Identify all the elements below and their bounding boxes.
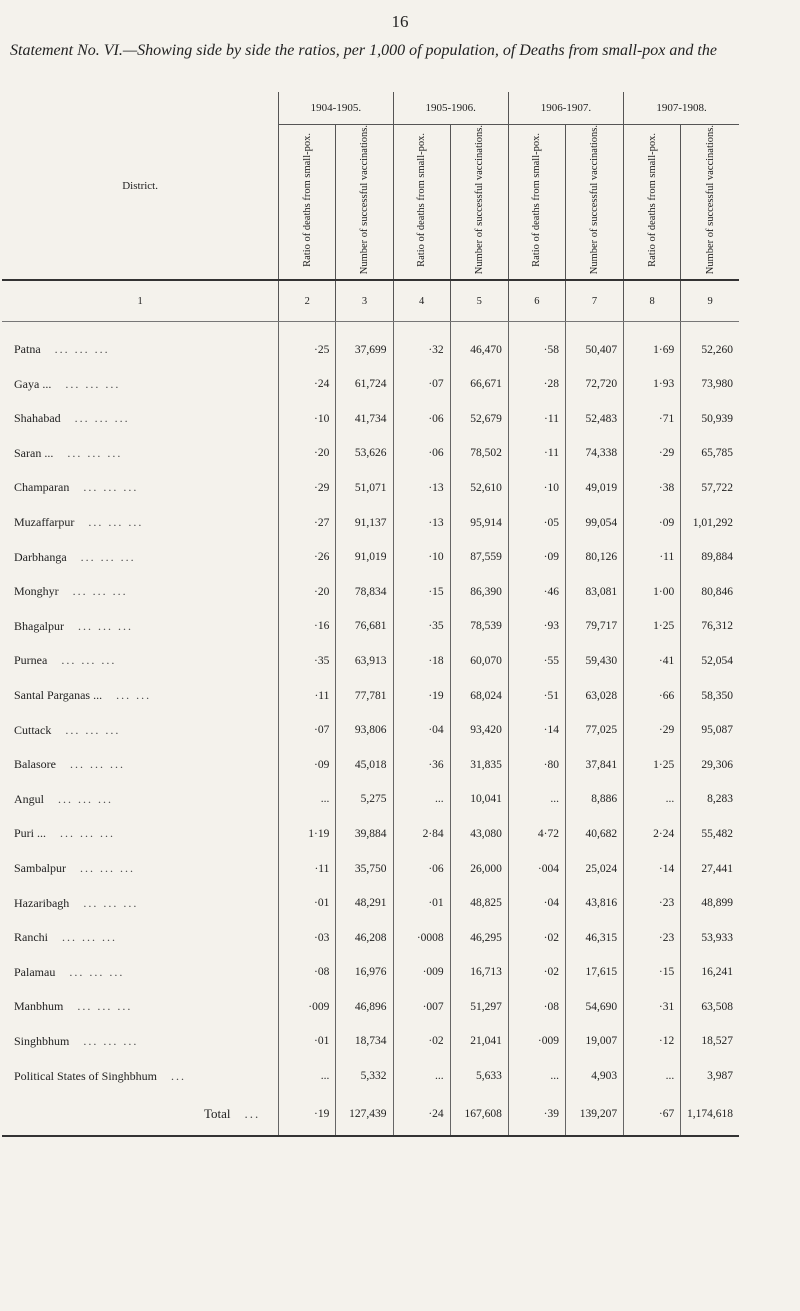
column-header: Ratio of deaths from small-pox. [508,125,565,281]
district-name: Ranchi ... ... ... [14,930,117,945]
vaccination-count-cell: 39,884 [336,817,393,852]
district-name: Saran ... ... ... ... [14,445,123,460]
death-ratio-cell: ... [508,1059,565,1094]
table-row [2,540,739,575]
vaccination-count-cell: 37,841 [565,747,623,782]
vaccination-count-cell: 95,914 [450,505,508,540]
vaccination-count-cell: 57,722 [681,471,739,506]
death-ratio-cell: ·29 [624,713,681,748]
district-name: Sambalpur ... ... ... [14,861,135,875]
vaccination-count-cell: 68,024 [450,678,508,713]
death-ratio-cell: ... [279,1059,336,1094]
vaccination-count-cell: 43,080 [450,817,508,852]
death-ratio-cell: 1·25 [624,747,681,782]
death-ratio-cell: ·15 [624,955,681,990]
vaccination-count-cell: 8,886 [565,782,623,817]
table-row [2,782,739,817]
death-ratio-cell: ·009 [393,955,450,990]
death-ratio-cell: ·66 [624,678,681,713]
vaccination-count-cell: 93,806 [336,713,393,748]
vaccination-count-cell: 25,024 [565,851,623,886]
vaccination-count-cell: 16,976 [336,955,393,990]
vaccination-count-cell: 21,041 [450,1024,508,1059]
vaccination-count-cell: 26,000 [450,851,508,886]
death-ratio-cell: ·11 [279,851,336,886]
death-ratio-cell: ·01 [279,1024,336,1059]
death-ratio-cell: ·19 [393,678,450,713]
vaccination-count-cell: 53,626 [336,436,393,471]
vaccination-count-cell: 59,430 [565,644,623,679]
vaccination-count-cell: 17,615 [565,955,623,990]
death-ratio-cell: ·0008 [393,920,450,955]
vaccination-count-cell: 41,734 [336,401,393,436]
death-ratio-cell: ·35 [279,644,336,679]
death-ratio-cell: ·01 [279,886,336,921]
vaccination-count-cell: 78,834 [336,574,393,609]
table-row [2,505,739,540]
vaccination-count-cell: 93,420 [450,713,508,748]
vaccination-count-cell: 52,610 [450,471,508,506]
death-ratio-cell: 1·69 [624,322,681,367]
column-header: Ratio of deaths from small-pox. [393,125,450,281]
district-name: Santal Parganas ... ... ... [14,688,152,703]
death-ratio-cell: ·02 [393,1024,450,1059]
vaccination-count-cell: 52,483 [565,401,623,436]
statement-title: Statement No. VI.—Showing side by side the ratios, per 1,000 of population, of Deaths from small-pox and the [10,42,717,59]
page-number: 16 [391,12,409,31]
vaccination-count-cell: 80,846 [681,574,739,609]
column-number: 9 [681,280,739,322]
column-header: Number of successful vaccinations. [565,125,623,281]
table-row [2,322,739,367]
death-ratio-cell: 2·84 [393,817,450,852]
column-number: 4 [393,280,450,322]
vaccination-count-cell: 5,633 [450,1059,508,1094]
vaccination-count-cell: 54,690 [565,990,623,1025]
total-value: ·67 [624,1093,681,1136]
column-header: Number of successful vaccinations. [450,125,508,281]
total-value: 167,608 [450,1093,508,1136]
death-ratio-cell: ·29 [279,471,336,506]
vaccination-count-cell: 48,825 [450,886,508,921]
vaccination-count-cell: 79,717 [565,609,623,644]
death-ratio-cell: ·09 [508,540,565,575]
death-ratio-cell: ·02 [508,920,565,955]
death-ratio-cell: 1·19 [279,817,336,852]
death-ratio-cell: ·14 [624,851,681,886]
death-ratio-cell: ·04 [508,886,565,921]
death-ratio-cell: ·14 [508,713,565,748]
death-ratio-cell: ·13 [393,505,450,540]
vaccination-count-cell: 76,681 [336,609,393,644]
district-name: Balasore ... ... ... [14,757,125,772]
table-body [2,322,739,1094]
table-row [2,436,739,471]
death-ratio-cell: ·05 [508,505,565,540]
vaccination-count-cell: 50,407 [565,322,623,367]
vaccination-count-cell: 52,054 [681,644,739,679]
death-ratio-cell: 4·72 [508,817,565,852]
vaccination-count-cell: 55,482 [681,817,739,852]
total-value: 127,439 [336,1093,393,1136]
table-row [2,851,739,886]
vaccination-count-cell: 31,835 [450,747,508,782]
year-header: 1907-1908. [624,92,739,125]
district-name: Muzaffarpur ... ... ... [14,515,144,530]
vaccination-count-cell: 3,987 [681,1059,739,1094]
column-number: 3 [336,280,393,322]
district-name: Patna ... ... ... [14,342,110,357]
death-ratio-cell: ·08 [279,955,336,990]
death-ratio-cell: ... [624,1059,681,1094]
district-name: Manbhum ... ... ... [14,999,133,1014]
death-ratio-cell: 1·25 [624,609,681,644]
district-name: Hazaribagh ... ... ... [14,895,139,910]
death-ratio-cell: ·41 [624,644,681,679]
death-ratio-cell: ·20 [279,574,336,609]
column-number: 8 [624,280,681,322]
death-ratio-cell: ·80 [508,747,565,782]
death-ratio-cell: ·08 [508,990,565,1025]
vaccination-count-cell: 40,682 [565,817,623,852]
death-ratio-cell: ·10 [508,471,565,506]
death-ratio-cell: ·12 [624,1024,681,1059]
vaccination-count-cell: 18,527 [681,1024,739,1059]
total-row [2,1093,739,1136]
column-number: 7 [565,280,623,322]
vaccination-count-cell: 43,816 [565,886,623,921]
death-ratio-cell: ·02 [508,955,565,990]
table-row [2,955,739,990]
death-ratio-cell: ·26 [279,540,336,575]
death-ratio-cell: ·55 [508,644,565,679]
vaccination-count-cell: 51,297 [450,990,508,1025]
vaccination-count-cell: 66,671 [450,367,508,402]
death-ratio-cell: ·16 [279,609,336,644]
district-name: Shahabad ... ... ... [14,411,130,426]
vaccination-count-cell: 73,980 [681,367,739,402]
death-ratio-cell: ... [393,1059,450,1094]
vaccination-count-cell: 78,502 [450,436,508,471]
death-ratio-cell: ·38 [624,471,681,506]
vaccination-count-cell: 46,295 [450,920,508,955]
death-ratio-cell: ·32 [393,322,450,367]
vaccination-count-cell: 53,933 [681,920,739,955]
death-ratio-cell: ·24 [279,367,336,402]
column-number-row [2,280,739,322]
vaccination-count-cell: 91,019 [336,540,393,575]
statistics-table [2,92,739,1137]
vaccination-count-cell: 95,087 [681,713,739,748]
district-name: Political States of Singhbhum ... [14,1068,186,1083]
table-row [2,920,739,955]
vaccination-count-cell: 63,913 [336,644,393,679]
total-value: 1,174,618 [681,1093,739,1136]
death-ratio-cell: ·07 [279,713,336,748]
table-row [2,574,739,609]
vaccination-count-cell: 19,007 [565,1024,623,1059]
vaccination-count-cell: 51,071 [336,471,393,506]
table-row [2,713,739,748]
vaccination-count-cell: 37,699 [336,322,393,367]
table-row [2,401,739,436]
year-header: 1906-1907. [508,92,623,125]
vaccination-count-cell: 83,081 [565,574,623,609]
district-name: Purnea ... ... ... [14,653,117,668]
vaccination-count-cell: 16,241 [681,955,739,990]
death-ratio-cell: 2·24 [624,817,681,852]
vaccination-count-cell: 52,679 [450,401,508,436]
death-ratio-cell: ·20 [279,436,336,471]
district-name: Puri ... ... ... ... [14,826,116,841]
death-ratio-cell: ·27 [279,505,336,540]
column-header: Ratio of deaths from small-pox. [279,125,336,281]
vaccination-count-cell: 49,019 [565,471,623,506]
vaccination-count-cell: 46,208 [336,920,393,955]
vaccination-count-cell: 91,137 [336,505,393,540]
vaccination-count-cell: 50,939 [681,401,739,436]
vaccination-count-cell: 8,283 [681,782,739,817]
vaccination-count-cell: 18,734 [336,1024,393,1059]
vaccination-count-cell: 46,315 [565,920,623,955]
vaccination-count-cell: 77,781 [336,678,393,713]
death-ratio-cell: ·009 [279,990,336,1025]
table-row [2,609,739,644]
death-ratio-cell: ·11 [508,436,565,471]
district-name: Monghyr ... ... ... [14,584,128,599]
column-header: Ratio of deaths from small-pox. [624,125,681,281]
death-ratio-cell: ·23 [624,886,681,921]
death-ratio-cell: ·35 [393,609,450,644]
vaccination-count-cell: 72,720 [565,367,623,402]
total-value: ·24 [393,1093,450,1136]
vaccination-count-cell: 58,350 [681,678,739,713]
death-ratio-cell: ·007 [393,990,450,1025]
death-ratio-cell: ·09 [624,505,681,540]
vaccination-count-cell: 80,126 [565,540,623,575]
district-name: Darbhanga ... ... ... [14,549,136,564]
vaccination-count-cell: 89,884 [681,540,739,575]
vaccination-count-cell: 5,332 [336,1059,393,1094]
death-ratio-cell: ·04 [393,713,450,748]
death-ratio-cell: ·07 [393,367,450,402]
column-number: 2 [279,280,336,322]
vaccination-count-cell: 46,896 [336,990,393,1025]
death-ratio-cell: ... [393,782,450,817]
total-label: Total ... [2,1093,279,1136]
death-ratio-cell: ·06 [393,436,450,471]
table-row [2,817,739,852]
vaccination-count-cell: 61,724 [336,367,393,402]
death-ratio-cell: ·29 [624,436,681,471]
death-ratio-cell: ·31 [624,990,681,1025]
table-row [2,471,739,506]
district-name: Cuttack ... ... ... [14,722,121,737]
total-value: ·39 [508,1093,565,1136]
year-header: 1905-1906. [393,92,508,125]
vaccination-count-cell: 16,713 [450,955,508,990]
vaccination-count-cell: 86,390 [450,574,508,609]
death-ratio-cell: ·58 [508,322,565,367]
death-ratio-cell: ·18 [393,644,450,679]
death-ratio-cell: ·06 [393,401,450,436]
vaccination-count-cell: 63,028 [565,678,623,713]
death-ratio-cell: ·93 [508,609,565,644]
death-ratio-cell: ·009 [508,1024,565,1059]
vaccination-count-cell: 10,041 [450,782,508,817]
district-name: Bhagalpur ... ... ... [14,618,133,633]
vaccination-count-cell: 77,025 [565,713,623,748]
column-number: 5 [450,280,508,322]
death-ratio-cell: ... [624,782,681,817]
table-row [2,644,739,679]
death-ratio-cell: ·10 [393,540,450,575]
death-ratio-cell: ·06 [393,851,450,886]
death-ratio-cell: ·11 [508,401,565,436]
death-ratio-cell: ·01 [393,886,450,921]
death-ratio-cell: ... [508,782,565,817]
table-row [2,990,739,1025]
death-ratio-cell: ·46 [508,574,565,609]
district-name: Gaya ... ... ... ... [14,376,121,391]
vaccination-count-cell: 52,260 [681,322,739,367]
death-ratio-cell: ·51 [508,678,565,713]
death-ratio-cell: 1·00 [624,574,681,609]
total-value: 139,207 [565,1093,623,1136]
vaccination-count-cell: 1,01,292 [681,505,739,540]
death-ratio-cell: ·36 [393,747,450,782]
death-ratio-cell: ·13 [393,471,450,506]
death-ratio-cell: ·11 [279,678,336,713]
death-ratio-cell: ·004 [508,851,565,886]
district-header: District. [2,92,279,280]
vaccination-count-cell: 5,275 [336,782,393,817]
death-ratio-cell: ·25 [279,322,336,367]
district-name: Singhbhum ... ... ... [14,1033,139,1048]
column-number: 1 [2,280,279,322]
death-ratio-cell: ·11 [624,540,681,575]
death-ratio-cell: 1·93 [624,367,681,402]
column-number: 6 [508,280,565,322]
death-ratio-cell: ... [279,782,336,817]
column-header: Number of successful vaccinations. [336,125,393,281]
vaccination-count-cell: 48,291 [336,886,393,921]
vaccination-count-cell: 35,750 [336,851,393,886]
total-value: ·19 [279,1093,336,1136]
vaccination-count-cell: 45,018 [336,747,393,782]
death-ratio-cell: ·28 [508,367,565,402]
district-name: Champaran ... ... ... [14,480,139,495]
table-row [2,886,739,921]
table-row [2,1024,739,1059]
vaccination-count-cell: 87,559 [450,540,508,575]
vaccination-count-cell: 65,785 [681,436,739,471]
vaccination-count-cell: 78,539 [450,609,508,644]
table-row [2,747,739,782]
death-ratio-cell: ·71 [624,401,681,436]
district-name: Angul ... ... ... [14,791,113,806]
vaccination-count-cell: 46,470 [450,322,508,367]
vaccination-count-cell: 74,338 [565,436,623,471]
vaccination-count-cell: 29,306 [681,747,739,782]
table-row [2,1059,739,1094]
vaccination-count-cell: 76,312 [681,609,739,644]
vaccination-count-cell: 60,070 [450,644,508,679]
vaccination-count-cell: 27,441 [681,851,739,886]
death-ratio-cell: ·09 [279,747,336,782]
death-ratio-cell: ·10 [279,401,336,436]
year-header: 1904-1905. [279,92,393,125]
vaccination-count-cell: 99,054 [565,505,623,540]
vaccination-count-cell: 48,899 [681,886,739,921]
vaccination-count-cell: 4,903 [565,1059,623,1094]
death-ratio-cell: ·03 [279,920,336,955]
table-row [2,678,739,713]
death-ratio-cell: ·15 [393,574,450,609]
vaccination-count-cell: 63,508 [681,990,739,1025]
district-name: Palamau ... ... ... [14,964,125,979]
column-header: Number of successful vaccinations. [681,125,739,281]
death-ratio-cell: ·23 [624,920,681,955]
table-row [2,367,739,402]
